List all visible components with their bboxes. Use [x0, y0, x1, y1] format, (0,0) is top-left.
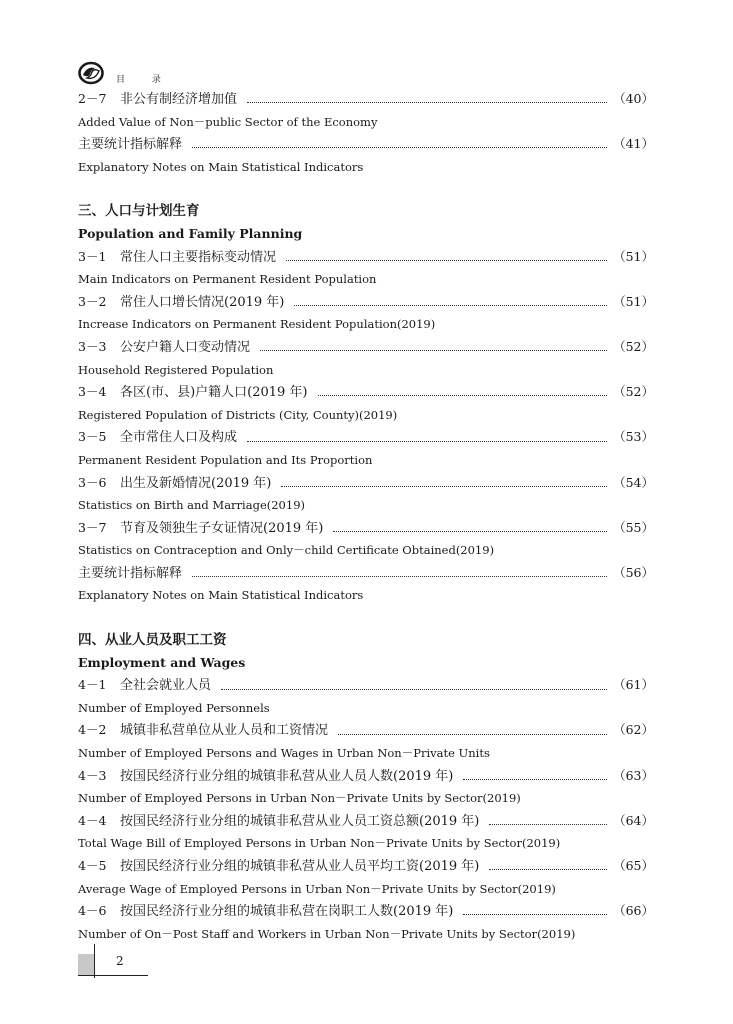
toc-entry[interactable] [78, 88, 654, 133]
entry-page: （63） [613, 767, 654, 783]
entry-number: 3－1 [78, 248, 107, 264]
dot-leader [281, 485, 607, 487]
entry-page: （64） [613, 812, 654, 828]
entry-page: （51） [613, 248, 654, 264]
entry-title-cn: 各区(市、县)户籍人口(2019 年) [120, 385, 308, 401]
entry-page: （51） [613, 293, 654, 309]
toc-entry[interactable] [78, 246, 654, 291]
entry-title-cn: 非公有制经济增加值 [120, 92, 238, 107]
header-title: 目 录 [116, 74, 173, 85]
entry-number: 4－2 [78, 722, 107, 738]
dot-leader [221, 688, 607, 690]
entry-page: （41） [613, 136, 654, 152]
dot-leader [318, 394, 608, 396]
toc-entry[interactable] [78, 426, 654, 471]
dot-leader [489, 823, 607, 825]
toc-entry[interactable] [78, 133, 654, 178]
entry-page: （40） [613, 91, 654, 106]
toc-entry[interactable] [78, 562, 654, 607]
dot-leader [294, 304, 607, 306]
entry-title-cn: 全市常住人口及构成 [120, 430, 238, 446]
toc-entry[interactable] [78, 291, 654, 336]
dot-leader [192, 575, 607, 577]
entry-title-en: Registered Population of Districts (City, County)(2019) [78, 407, 398, 422]
toc-entry[interactable] [78, 336, 654, 381]
entry-number: 4－4 [78, 812, 107, 828]
entry-page: （66） [613, 903, 654, 919]
entry-number: 4－1 [78, 677, 107, 693]
entry-page: （53） [613, 429, 654, 445]
toc-entry[interactable] [78, 900, 654, 945]
dot-leader [192, 146, 607, 148]
entry-number: 3－2 [78, 293, 107, 309]
entry-title-cn: 常住人口增长情况(2019 年) [120, 294, 285, 310]
toc-entry[interactable] [78, 674, 654, 719]
entry-page: （52） [613, 338, 654, 354]
entry-title-en: Average Wage of Employed Persons in Urban Non－Private Units by Sector(2019) [78, 881, 556, 896]
dot-leader [463, 778, 607, 780]
section-title-cn: 三、人口与计划生育 [78, 203, 200, 220]
entry-title-cn: 全社会就业人员 [120, 678, 212, 694]
dot-leader [463, 913, 607, 915]
entry-title-en: Number of On－Post Staff and Workers in Urban Non－Private Units by Sector(2019) [78, 926, 576, 941]
entry-number: 4－3 [78, 767, 107, 783]
entry-title-cn: 按国民经济行业分组的城镇非私营在岗职工人数(2019 年) [120, 904, 454, 920]
entry-title-en: Increase Indicators on Permanent Resident Population(2019) [78, 317, 436, 332]
entry-title-en: Explanatory Notes on Main Statistical Indicators [78, 588, 364, 603]
entry-title-cn: 主要统计指标解释 [78, 565, 183, 581]
entry-page: （55） [613, 519, 654, 535]
footer-divider [94, 944, 95, 978]
entry-page: （65） [613, 858, 654, 873]
entry-title-cn: 常住人口主要指标变动情况 [120, 249, 277, 265]
entry-title-cn: 公安户籍人口变动情况 [120, 339, 251, 355]
entry-title-en: Added Value of Non－public Sector of the Economy [78, 114, 378, 129]
page-number: 2 [116, 954, 124, 968]
entry-page: （52） [613, 384, 654, 400]
entry-page: （61） [613, 677, 654, 693]
toc-entry[interactable] [78, 472, 654, 517]
entry-number: 3－6 [78, 474, 107, 490]
section-title-en: Population and Family Planning [78, 225, 303, 241]
entry-title-cn: 城镇非私营单位从业人员和工资情况 [120, 723, 329, 739]
toc-content [78, 88, 654, 945]
entry-title-en: Permanent Resident Population and Its Proportion [78, 452, 373, 467]
entry-number: 3－5 [78, 429, 107, 445]
entry-title-cn: 按国民经济行业分组的城镇非私营从业人员人数(2019 年) [120, 768, 454, 784]
yearbook-logo-icon [78, 60, 104, 86]
entry-title-cn: 节育及领独生子女证情况(2019 年) [120, 520, 324, 536]
footer-rule [78, 975, 148, 976]
toc-entry[interactable] [78, 855, 654, 900]
dot-leader [260, 349, 607, 351]
dot-leader [338, 733, 607, 735]
entry-title-cn: 按国民经济行业分组的城镇非私营从业人员工资总额(2019 年) [120, 813, 480, 829]
toc-entry[interactable] [78, 719, 654, 764]
dot-leader [333, 530, 607, 532]
entry-title-en: Statistics on Birth and Marriage(2019) [78, 498, 305, 513]
section-title-cn: 四、从业人员及职工工资 [78, 632, 227, 649]
entry-title-en: Number of Employed Persons and Wages in Urban Non－Private Units [78, 746, 490, 761]
entry-number: 4－6 [78, 903, 107, 919]
entry-number: 3－4 [78, 384, 107, 400]
dot-leader [247, 440, 607, 442]
entry-number: 4－5 [78, 858, 107, 873]
entry-title-cn: 按国民经济行业分组的城镇非私营从业人员平均工资(2019 年) [120, 859, 480, 874]
dot-leader [286, 259, 607, 261]
entry-title-en: Main Indicators on Permanent Resident Population [78, 272, 377, 287]
page-header [78, 58, 173, 88]
entry-title-en: Household Registered Population [78, 362, 274, 377]
entry-page: （56） [613, 564, 654, 580]
entry-title-en: Total Wage Bill of Employed Persons in Urban Non－Private Units by Sector(2019) [78, 836, 561, 851]
dot-leader [247, 101, 607, 103]
entry-title-en: Number of Employed Persons in Urban Non－Private Units by Sector(2019) [78, 791, 521, 806]
entry-number: 3－3 [78, 338, 107, 354]
entry-title-cn: 主要统计指标解释 [78, 137, 183, 153]
entry-page: （54） [613, 474, 654, 490]
entry-page: （62） [613, 722, 654, 738]
toc-entry[interactable] [78, 810, 654, 855]
toc-entry[interactable] [78, 765, 654, 810]
entry-number: 3－7 [78, 519, 107, 535]
dot-leader [489, 868, 607, 870]
section-title-en: Employment and Wages [78, 654, 246, 670]
toc-entry[interactable] [78, 381, 654, 426]
entry-title-en: Number of Employed Personnels [78, 700, 270, 715]
footer-bar [78, 954, 94, 976]
entry-title-cn: 出生及新婚情况(2019 年) [120, 475, 272, 491]
entry-title-en: Statistics on Contraception and Only－child Certificate Obtained(2019) [78, 543, 495, 558]
entry-title-en: Explanatory Notes on Main Statistical Indicators [78, 159, 364, 174]
toc-entry[interactable] [78, 517, 654, 562]
entry-number: 2－7 [78, 91, 107, 106]
